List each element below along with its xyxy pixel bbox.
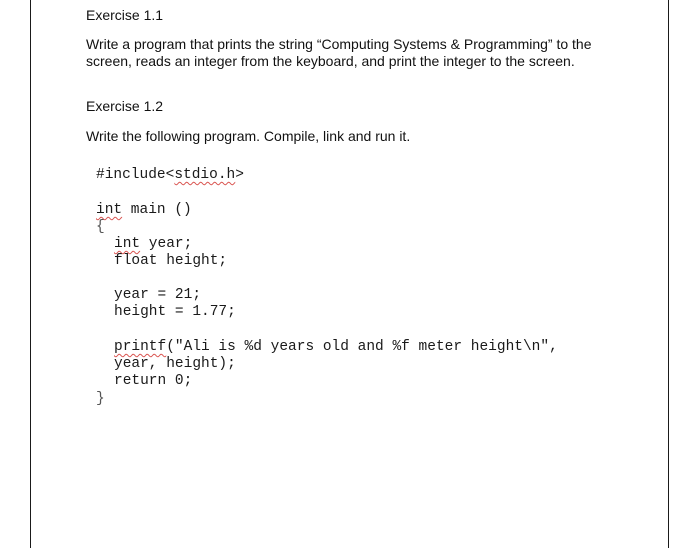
code-open-brace: { [96, 219, 105, 235]
decl-year-type: int [114, 236, 141, 252]
exercise-1-2-heading: Exercise 1.2 [86, 98, 164, 114]
exercise-1-2-instruction: Write the following program. Compile, link and run it. [86, 128, 411, 144]
main-return-type: int [96, 202, 123, 218]
code-printf-args: year, height); [114, 356, 236, 372]
decl-year-name: year; [140, 236, 193, 252]
include-header-name: stdio.h [174, 167, 236, 183]
include-directive: #include< [96, 167, 175, 183]
code-assign-height: height = 1.77; [114, 304, 236, 320]
code-return-statement: return 0; [114, 373, 193, 389]
code-assign-year: year = 21; [114, 287, 202, 303]
code-main-signature [96, 202, 192, 219]
include-close: > [235, 167, 244, 183]
printf-function-name: printf [114, 339, 167, 355]
code-decl-year [114, 236, 192, 253]
exercise-1-1-line-2: screen, reads an integer from the keyboard, and print the integer to the screen. [86, 53, 575, 69]
code-include-line [96, 167, 244, 184]
code-decl-height: float height; [114, 253, 228, 269]
code-printf-line [114, 339, 558, 356]
exercise-1-1-line-1: Write a program that prints the string “Computing Systems & Programming” to the [86, 36, 592, 52]
page-right-edge [668, 0, 669, 548]
main-name: main () [122, 202, 192, 218]
page-left-edge [30, 0, 31, 548]
code-close-brace: } [96, 391, 105, 407]
printf-format-string: ("Ali is %d years old and %f meter height\n", [166, 339, 558, 355]
exercise-1-1-heading: Exercise 1.1 [86, 7, 164, 23]
